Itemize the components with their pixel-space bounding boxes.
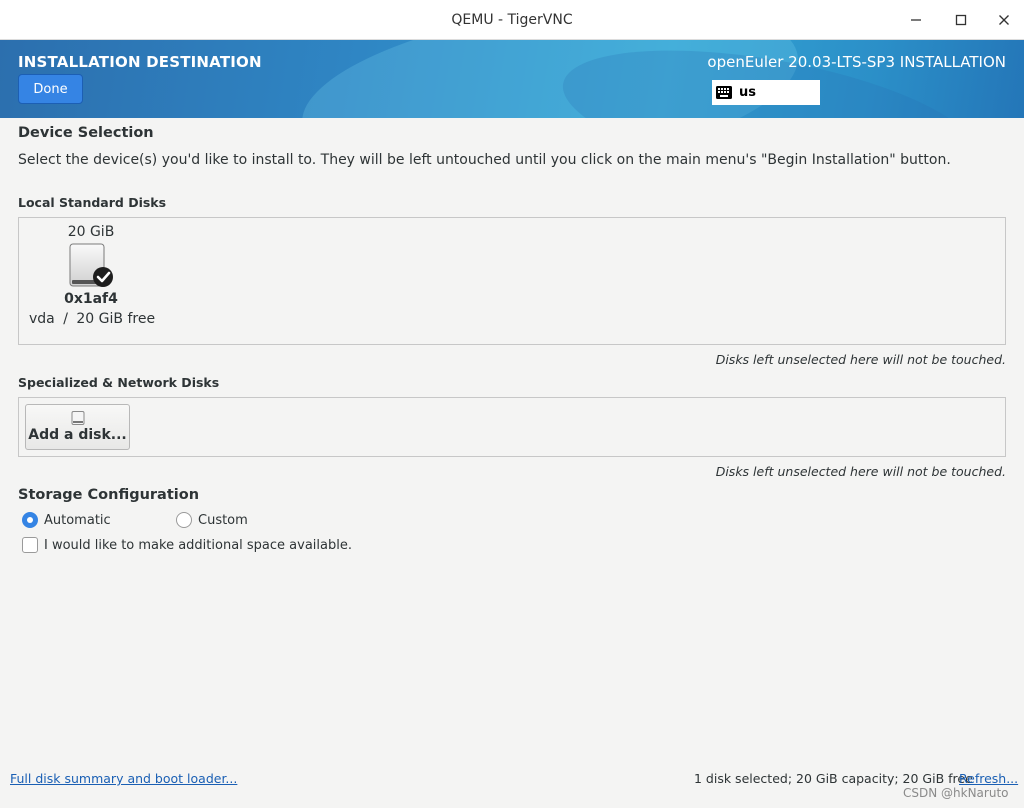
hard-disk-icon [68,243,114,289]
window-title: QEMU - TigerVNC [451,12,573,28]
network-disks-panel [18,397,1006,457]
local-disks-note: Disks left unselected here will not be touched. [715,352,1006,367]
selection-summary: 1 disk selected; 20 GiB capacity; 20 GiB free [694,771,973,786]
refresh-link[interactable]: Refresh... [959,771,1019,786]
keyboard-layout-indicator[interactable] [712,80,820,105]
watermark: CSDN @hkNaruto [903,786,1009,800]
close-button[interactable] [994,10,1014,30]
keyboard-icon [716,86,732,99]
maximize-icon [955,14,967,26]
disk-item-vda[interactable] [29,224,156,327]
storage-configuration-heading: Storage Configuration [18,487,200,503]
additional-space-checkbox-box [22,537,38,553]
device-selection-description: Select the device(s) you'd like to install to. They will be left untouched until you click on the main menu's "Begin Installation" button. [18,152,951,168]
product-title: openEuler 20.03-LTS-SP3 INSTALLATION [707,53,1006,71]
radio-automatic-indicator [22,512,38,528]
radio-custom-indicator [176,512,192,528]
disk-capacity: 20 GiB [67,224,115,240]
local-disks-heading: Local Standard Disks [18,195,167,210]
network-disks-heading: Specialized & Network Disks [18,375,220,390]
done-button[interactable]: Done [18,74,83,104]
network-disks-note: Disks left unselected here will not be touched. [715,464,1006,479]
disk-free-line [29,311,156,327]
keyboard-layout-label: us [739,85,756,100]
add-disk-button[interactable] [25,404,130,450]
add-disk-label: Add a disk... [28,427,127,443]
main-content [0,118,1024,808]
radio-automatic[interactable] [22,512,111,528]
disk-free-space: 20 GiB free [76,311,156,327]
radio-custom-label: Custom [198,512,248,528]
additional-space-label: I would like to make additional space available. [44,537,352,553]
disk-name: 0x1af4 [64,291,118,307]
disk-device: vda [29,311,55,327]
maximize-button[interactable] [951,10,971,30]
radio-custom[interactable] [176,512,248,528]
disk-summary-link[interactable]: Full disk summary and boot loader... [10,771,238,786]
close-icon [998,14,1010,26]
local-disks-panel [18,217,1006,345]
device-selection-heading: Device Selection [18,125,154,141]
disk-separator: / [63,311,68,327]
radio-automatic-label: Automatic [44,512,111,528]
spoke-header [0,40,1024,118]
window-titlebar [0,0,1024,40]
minimize-icon [910,14,922,26]
spoke-title: INSTALLATION DESTINATION [18,53,262,71]
add-disk-icon [71,411,85,425]
minimize-button[interactable] [906,10,926,30]
additional-space-checkbox[interactable] [22,537,352,553]
